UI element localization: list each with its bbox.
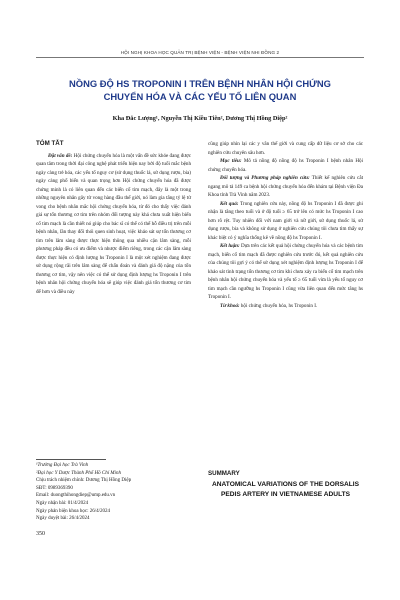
- background-label: Đặt vấn đề:: [48, 152, 73, 159]
- running-head: HỘI NGHỊ KHOA HỌC QUẢN TRỊ BỆNH VIỆN - BỆNH VIỆN NHI ĐỒNG 2: [120, 50, 280, 55]
- footnote-phone: SĐT: 0989369390: [36, 485, 73, 491]
- footnote-affiliation-2: ²Đại học Y Dược Thành Phố Hồ Chí Minh: [36, 470, 121, 476]
- abstract-methods: [208, 174, 363, 200]
- footnote-review-date: Ngày phản biện khoa học: 26/4/2024: [36, 508, 111, 514]
- background-text: Hội chứng chuyển hóa là một vấn đề sức khỏe đang được quan tâm trong thời đại công nghệ phát triển hiện nay bởi độ tuổi mắc bệnh ngày càng trẻ hóa, các yếu tố nguy cơ (sử dụng thuốc lá, sử dụng rượu, bia) ngày càng phổ biến và quan trọng hơn Hội chứng chuyển hóa đã được chứng minh là có liên quan đến các biến cố tim mạch, đây là một trong những nguyên nhân gây tử vong hàng đầu thế giới, nó làm gia tăng tỷ lệ tử vong cho bệnh nhân mắc hội chứng chuyển hóa, từ đó cho thấy việc đánh giá sự tổn thương cơ tim trên nhóm đối tượng này khá chưa xuất hiện biến cố tim mạch là cần thiết nó giúp cho bác sĩ có thể có thể hỗ điều trị trên mỗi bệnh nhân, lần thay đổi thói quen sinh hoạt, việc khảo sát sự tổn thương cơ tim trên lâm sàng được thực hiện thông qua nhiều cận lâm sàng, mỗi phương pháp đều có ưu điểm và nhược điểm riêng, trong các cận lâm sàng được thực hiện có định lượng hs Troponin I là một xét nghiệm đang được sử dụng rộng rãi trên lâm sàng để chẩn đoán và đánh giá độ nặng của tổn thương cơ tim, vậy nên việc có thể sử dụng định lượng hs Troponin I trên bệnh nhân hội chứng chuyển hóa sẽ giúp việc đánh giá tổn thương cơ tim để hơn và điều này: [36, 152, 191, 295]
- abstract-background: [36, 152, 191, 297]
- abstract-right-column: [208, 140, 363, 310]
- methods-label: Đối tượng và Phương pháp nghiên cứu:: [220, 175, 310, 181]
- abstract-objective: [208, 157, 363, 174]
- english-title: ANATOMICAL VARIATIONS OF THE DORSALIS PEDIS ARTERY IN VIETNAMESE ADULTS: [211, 481, 359, 498]
- footnotes: [36, 462, 196, 523]
- keywords-text: hội chứng chuyển hóa, hs Troponin I.: [239, 302, 318, 309]
- footnote-email[interactable]: Email: duongthihongdiep@ump.edu.vn: [36, 493, 116, 499]
- abstract-results: [208, 200, 363, 243]
- conclusion-label: Kết luận:: [220, 243, 240, 249]
- methods-text: Thiết kế nghiên cứu cắt ngang mô tả 149 ca bệnh hội chứng chuyển hóa đến khám tại Bệnh viện Đa Khoa tỉnh Trà Vinh năm 2023.: [208, 175, 363, 198]
- header-divider: [36, 57, 364, 58]
- page-number: 350: [36, 531, 45, 537]
- results-text: Trong nghiên cứu này, nồng độ hs Troponin I đã được ghi nhận là tăng theo tuổi và ở độ tuổi ≥ 65 trở lên có mức hs Troponin I cao hơn rõ rệt. Tuy nhiên đối với nam giới và nữ giới, sử dụng thuốc lá, sử dụng rượu, bia và không sử dụng ở nghiên cứu chúng tôi chưa tìm thấy sự khác biệt có ý nghĩa thống kê về nồng độ hs Troponin I.: [208, 200, 363, 241]
- abstract-conclusion: [208, 242, 363, 302]
- article-title: NỒNG ĐỘ HS TROPONIN I TRÊN BỆNH NHÂN HỘI CHỨNG CHUYỂN HÓA VÀ CÁC YẾU TỐ LIÊN QUAN: [69, 78, 331, 102]
- keywords-label: Từ khoá:: [220, 302, 240, 309]
- results-label: Kết quả:: [220, 200, 239, 207]
- footnote-received-date: Ngày nhận bài: 01/4/2024: [36, 500, 89, 506]
- footnote-affiliation-1: ¹Trường Đại học Trà Vinh: [36, 463, 89, 468]
- abstract-left-column: [36, 140, 191, 296]
- footnote-divider: [36, 459, 106, 460]
- abstract-keywords: [208, 302, 363, 311]
- footnote-accepted-date: Ngày duyệt bài: 26/4/2024: [36, 516, 90, 522]
- summary-heading: SUMMARY: [208, 470, 240, 477]
- article-authors: Kha Đắc Lượng¹, Nguyễn Thị Kiều Tiên², Dương Thị Hồng Diệp²: [112, 115, 288, 122]
- abstract-heading: TÓM TẮT: [36, 140, 64, 147]
- objective-text: Mô tả nồng độ nồng độ hs Troponin I bệnh nhân Hội chứng chuyển hóa.: [208, 158, 363, 173]
- objective-label: Mục tiêu:: [220, 158, 242, 164]
- footnote-corresponding-author: Chịu trách nhiệm chính: Dương Thị Hồng Diệp: [36, 478, 132, 484]
- conclusion-text: Dựa trên các kết quả hội chứng chuyển hóa và các bệnh tim mạch, biến cố tim mạch đã được nghiên cứu trước đó, kết quả nghiên cứu của chúng tôi gợi ý có thể sử dụng xét nghiệm định lượng hs Troponin I để khảo sát tình trạng tổn thương cơ tim khi chưa xảy ra biến cố tim mạch trên bệnh nhân hội chứng chuyển hóa và yếu tố ≥ 65 tuổi vừa là yếu tố nguy cơ tim mạch cần ngưỡng hs Troponin I cũng vừa liên quan đến mức tăng hs Troponin I.: [208, 243, 364, 300]
- abstract-continuation: cũng giúp nhìn lại các y văn thế giới và cung cấp dữ liệu cơ sở cho các nghiên cứu chuyên sâu hơn.: [208, 141, 363, 156]
